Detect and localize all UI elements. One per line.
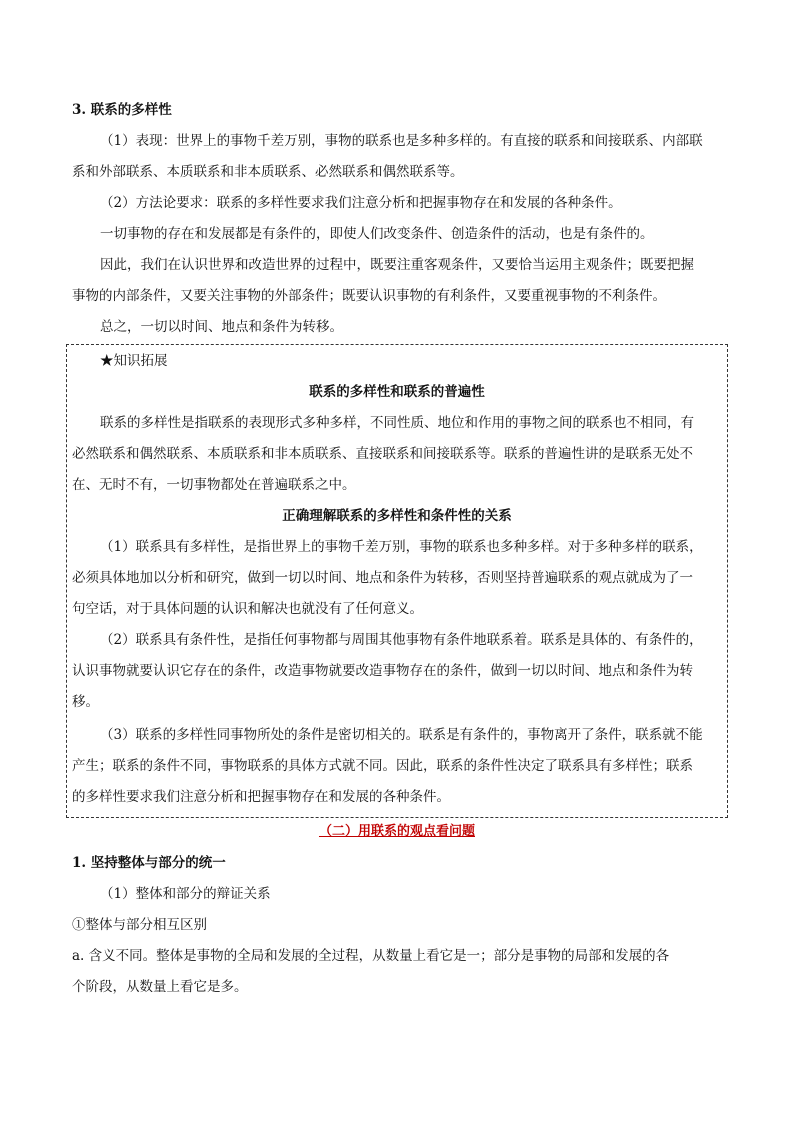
knowledge-c1-line-1: （1）联系具有多样性，是指世界上的事物千差万别，事物的联系也多种多样。对于多种多样的联系， (100, 539, 703, 555)
paragraph-1-line-2: 系和外部联系、本质联系和非本质联系、必然联系和偶然联系等。 (72, 164, 464, 180)
paragraph-3: 一切事物的存在和发展都是有条件的，即使人们改变条件、创造条件的活动，也是有条件的。 (100, 226, 654, 242)
knowledge-heading-2: 正确理解联系的多样性和条件性的关系 (282, 508, 512, 524)
knowledge-c3-line-1: （3）联系的多样性同事物所处的条件是密切相关的。联系是有条件的，事物离开了条件，联系就不能 (100, 727, 703, 743)
paragraph-2: （2）方法论要求：联系的多样性要求我们注意分析和把握事物存在和发展的各种条件。 (100, 195, 622, 211)
knowledge-c2-line-3: 移。 (72, 694, 99, 710)
section-two-heading: （二）用联系的观点看问题 (318, 824, 475, 839)
knowledge-b1-line-1: 联系的多样性是指联系的表现形式多种多样，不同性质、地位和作用的事物之间的联系也不相同，有 (100, 415, 694, 431)
section-3-title: 3. 联系的多样性 (72, 102, 172, 118)
knowledge-c3-line-2: 产生；联系的条件不同，事物联系的具体方式就不同。因此，联系的条件性决定了联系具有多样性；联系 (72, 758, 693, 774)
item-1-title: 1. 坚持整体与部分的统一 (72, 855, 226, 871)
paragraph-4-line-2: 事物的内部条件，又要关注事物的外部条件；既要认识事物的有利条件，又要重视事物的不利条件。 (72, 288, 666, 304)
item-1-circle-point: ①整体与部分相互区别 (72, 917, 207, 933)
knowledge-b1-line-3: 在、无时不有，一切事物都处在普遍联系之中。 (72, 477, 356, 493)
knowledge-c1-line-2: 必须具体地加以分析和研究，做到一切以时间、地点和条件为转移，否则坚持普遍联系的观点就成为了一 (72, 570, 693, 586)
knowledge-heading-1: 联系的多样性和联系的普遍性 (309, 384, 485, 400)
item-a-line-2: 个阶段，从数量上看它是多。 (72, 979, 248, 995)
item-1-subtitle: （1）整体和部分的辩证关系 (100, 886, 271, 902)
knowledge-box-label: ★知识拓展 (100, 353, 168, 369)
paragraph-4-line-1: 因此，我们在认识世界和改造世界的过程中，既要注重客观条件，又要恰当运用主观条件；既要把握 (100, 257, 694, 273)
item-a-line-1: a. 含义不同。整体是事物的全局和发展的全过程，从数量上看它是一；部分是事物的局部和发展的各 (72, 948, 670, 964)
knowledge-c1-line-3: 句空话，对于具体问题的认识和解决也就没有了任何意义。 (72, 601, 423, 617)
knowledge-c2-line-2: 认识事物就要认识它存在的条件，改造事物就要改造事物存在的条件，做到一切以时间、地点和条件为转 (72, 663, 693, 679)
paragraph-5: 总之，一切以时间、地点和条件为转移。 (100, 319, 343, 335)
knowledge-b1-line-2: 必然联系和偶然联系、本质联系和非本质联系、直接联系和间接联系等。联系的普遍性讲的是联系无处不 (72, 446, 693, 462)
knowledge-c3-line-3: 的多样性要求我们注意分析和把握事物存在和发展的各种条件。 (72, 789, 450, 805)
knowledge-c2-line-1: （2）联系具有条件性，是指任何事物都与周围其他事物有条件地联系着。联系是具体的、有条件的， (100, 632, 703, 648)
paragraph-1-line-1: （1）表现：世界上的事物千差万别，事物的联系也是多种多样的。有直接的联系和间接联系、内部联 (100, 133, 703, 149)
